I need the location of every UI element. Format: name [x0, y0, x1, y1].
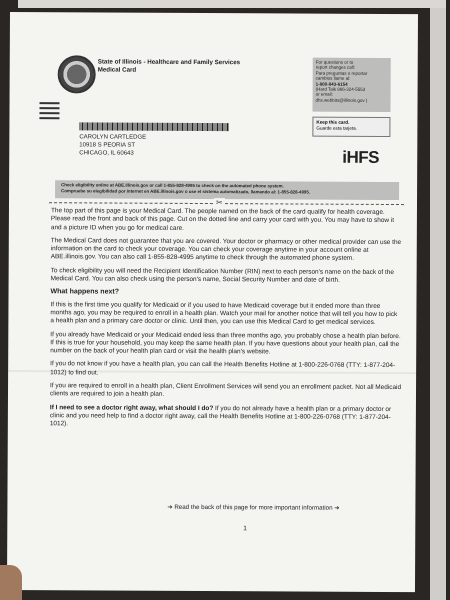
contact-email: dhs.webbits@illinois.gov ) [315, 97, 368, 103]
address-city: CHICAGO, IL 60643 [79, 150, 134, 157]
paragraph: The Medical Card does not guarantee that you are covered. Your doctor or pharmacy or other medical provider can use the information on the card to check your coverage. You can check your coverage anytime in your account online at ABE.illinois.gov. You can also call 1-855-828-4995 anytime to check through the automated phone system. [50, 237, 402, 263]
page-number: 1 [243, 525, 247, 533]
paragraph: If you are required to enroll in a health plan, Client Enrollment Services will send you an enrollment packet. Not all Medicaid clients are required to join a health plan. [49, 382, 402, 399]
read-back-note [167, 504, 339, 512]
address-name: CAROLYN CARTLEDGE [79, 134, 147, 141]
paragraph-bold: If I need to see a doctor right away, what should I do? [49, 403, 214, 412]
agency-name: State of Illinois - Healthcare and Family Services [97, 58, 241, 67]
paragraph-rest: If you do not already have a health plan or a primary doctor or clinic and you need help to find a doctor right away, call the Health Benefits Hotline at 1-800-226-0768 (TTY: 1-877-204-1012). [49, 404, 392, 428]
contact-line: or email: [315, 92, 333, 98]
contact-line: Para preguntas o reportar [315, 70, 368, 76]
paragraph: If this is the first time you qualify for Medicaid or if you used to have Medicaid coverage but it ended more than three months ago, you may be required to enroll in a health plan. Watch your mail for another notice that will tell you how to pick a health plan and a primary care doctor or clinic. Until then, you can use this Medical Card to get medical services. [50, 300, 398, 327]
arrow-right-icon: ➔ [334, 504, 340, 512]
paragraph [50, 404, 402, 431]
address-street: 10918 S PEORIA ST [79, 142, 136, 149]
contact-line: cambios llame al: [315, 75, 351, 82]
eligibility-es: Compruebe su elegibilidad por Internet en ABE.illinois.gov o use el sistema automatizado, llamando al: 1-855-828-4995. [61, 188, 311, 195]
contact-line: (Hard Talk 866-324-5553 [315, 86, 366, 92]
contact-line: report changes call: [315, 65, 356, 71]
scissors-icon: ✂ [215, 198, 223, 208]
keep-card-es: Guarde esta tarjeta. [316, 125, 358, 131]
paragraph: To check eligibility you will need the Recipient Identification Number (RIN) next to each person's name on the back of the Medical Card. You can also check using the person's name, Social Security Number and date of birth. [50, 266, 394, 284]
paragraph: The top part of this page is your Medical Card. The people named on the back of the card qualify for health coverage. Please read the front and back of this page. Cut on the dotted line and carry your card with you. You may have to show it and a picture ID when you go for medical care. [50, 207, 395, 232]
hfs-logo: iHFS [342, 147, 380, 167]
background-paper-edge [430, 8, 446, 600]
section-heading: What happens next? [50, 288, 120, 296]
contact-box [312, 58, 390, 112]
eligibility-bar [55, 180, 399, 200]
agency-header [98, 58, 240, 75]
card-title: Medical Card [97, 66, 137, 74]
read-back-text: Read the back of this page for more important information [174, 503, 333, 512]
mailing-address [79, 133, 146, 157]
arrow-right-icon: ➔ [167, 503, 173, 511]
contact-phone: 1-800-843-6154 [315, 81, 348, 87]
cut-line [49, 202, 404, 205]
medical-card-letter [7, 12, 418, 592]
keep-card-en: Keep this card. [316, 119, 350, 125]
background-paper [18, 0, 446, 8]
letter-body [50, 207, 403, 435]
finger [0, 565, 22, 600]
eligibility-en: Check eligibility online at ABE.illinois.gov or call 1-855-828-4995 to check on the automated phone system. [61, 182, 284, 189]
paragraph: If you already have Medicaid or your Medicaid ended less than three months ago, you probably chose a health plan before. If this is true for your household, you may keep the same health plan. If you have questions about your health plan, call the number on the back of your health plan card or visit the health plan's website. [50, 330, 401, 356]
state-seal-icon [58, 55, 96, 93]
hamburger-icon [39, 102, 59, 122]
barcode-icon [79, 122, 229, 131]
keep-card-box [312, 117, 390, 137]
paragraph: If you do not know if you have a health plan, you can call the Health Benefits Hotline at 1-800-226-0768 (TTY: 1-877-204-1012) to find out. [50, 360, 396, 377]
contact-line: For questions or to [315, 59, 354, 65]
